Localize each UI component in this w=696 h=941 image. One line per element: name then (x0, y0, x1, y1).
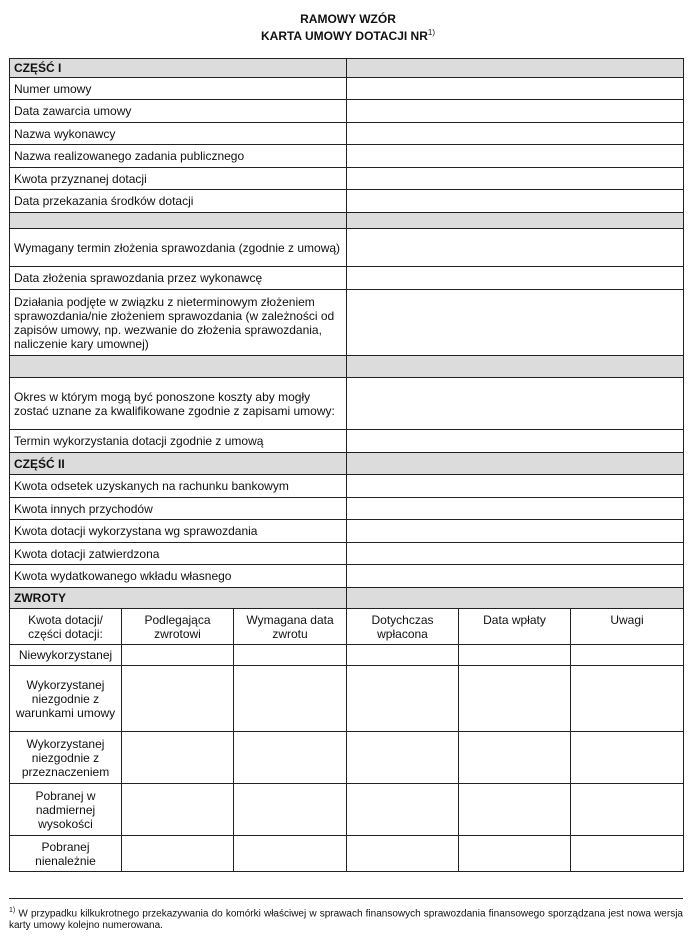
column-header: Podlegająca zwrotowi (122, 609, 234, 645)
table-row (10, 168, 684, 190)
table-row (10, 430, 684, 453)
value-cell[interactable] (347, 645, 459, 666)
field-value-cell[interactable] (347, 378, 684, 430)
table-row (10, 290, 684, 356)
field-value-cell[interactable] (347, 168, 684, 190)
field-value-cell[interactable] (347, 430, 684, 453)
column-header: Wymagana data zwrotu (234, 609, 347, 645)
returns-heading: ZWROTY (10, 588, 347, 609)
value-cell[interactable] (459, 645, 571, 666)
contract-card-table (9, 58, 684, 872)
table-row (10, 100, 684, 123)
title-line-2: KARTA UMOWY DOTACJI NR$^{1)}$ (260, 28, 435, 43)
field-label: Okres w którym mogą być ponoszone koszty aby mogły zostać uznane za kwalifikowane zgodnie z zapisami umowy: (10, 378, 347, 430)
value-cell[interactable] (234, 645, 347, 666)
value-cell[interactable] (571, 732, 684, 784)
field-label: Kwota przyznanej dotacji (10, 168, 347, 190)
separator-row (10, 356, 684, 378)
field-value-cell[interactable] (347, 520, 684, 543)
column-header: Data wpłaty (459, 609, 571, 645)
field-value-cell[interactable] (347, 78, 684, 100)
field-label: Kwota dotacji wykorzystana wg sprawozdania (10, 520, 347, 543)
value-cell[interactable] (459, 836, 571, 872)
table-row (10, 475, 684, 498)
column-header: Uwagi (571, 609, 684, 645)
table-row (10, 229, 684, 267)
value-cell[interactable] (234, 784, 347, 836)
part2-header-row (10, 453, 684, 475)
table-row (10, 645, 684, 666)
part2-heading: CZĘŚĆ II (10, 453, 347, 475)
field-label: Numer umowy (10, 78, 347, 100)
return-type-label: Wykorzystanej niezgodnie z warunkami umowy (10, 666, 122, 732)
field-label: Działania podjęte w związku z nieterminowym złożeniem sprawozdania/nie złożeniem sprawozdania (w zależności od zapisów umowy, np. wezwanie do złożenia sprawozdania, naliczenie kary umownej) (10, 290, 347, 356)
value-cell[interactable] (234, 732, 347, 784)
table-row (10, 145, 684, 168)
value-cell[interactable] (347, 732, 459, 784)
returns-header-row (10, 588, 684, 609)
return-type-label: Pobranej nienależnie (10, 836, 122, 872)
part1-header-row (10, 59, 684, 78)
field-value-cell[interactable] (347, 498, 684, 520)
value-cell[interactable] (571, 645, 684, 666)
table-row (10, 836, 684, 872)
separator-row (10, 213, 684, 229)
field-label: Nazwa realizowanego zadania publicznego (10, 145, 347, 168)
value-cell[interactable] (122, 732, 234, 784)
value-cell[interactable] (234, 836, 347, 872)
table-row (10, 267, 684, 290)
field-label: Data złożenia sprawozdania przez wykonawcę (10, 267, 347, 290)
field-label: Kwota dotacji zatwierdzona (10, 543, 347, 565)
value-cell[interactable] (347, 666, 459, 732)
table-row (10, 378, 684, 430)
value-cell[interactable] (347, 784, 459, 836)
field-value-cell[interactable] (347, 145, 684, 168)
value-cell[interactable] (571, 784, 684, 836)
table-row (10, 666, 684, 732)
field-value-cell[interactable] (347, 229, 684, 267)
value-cell[interactable] (122, 784, 234, 836)
table-row (10, 543, 684, 565)
return-type-label: Wykorzystanej niezgodnie z przeznaczeniem (10, 732, 122, 784)
table-row (10, 123, 684, 145)
footnote-text: W przypadku kilkukrotnego przekazywania do komórki właściwej w sprawach finansowych sprawozdania finansowego sporządzana jest nowa wersja karty umowy kolejno numerowana. (9, 908, 683, 932)
column-header: Kwota dotacji/ części dotacji: (10, 609, 122, 645)
table-row (10, 190, 684, 213)
field-label: Kwota innych przychodów (10, 498, 347, 520)
field-label: Data przekazania środków dotacji (10, 190, 347, 213)
field-value-cell[interactable] (347, 543, 684, 565)
value-cell[interactable] (234, 666, 347, 732)
field-label: Kwota wydatkowanego wkładu własnego (10, 565, 347, 588)
field-value-cell[interactable] (347, 267, 684, 290)
document-title (0, 12, 696, 43)
value-cell[interactable] (347, 836, 459, 872)
table-row (10, 78, 684, 100)
return-type-label: Niewykorzystanej (10, 645, 122, 666)
footnote (9, 898, 683, 932)
column-header: Dotychczas wpłacona (347, 609, 459, 645)
value-cell[interactable] (459, 732, 571, 784)
field-value-cell[interactable] (347, 100, 684, 123)
field-label: Kwota odsetek uzyskanych na rachunku bankowym (10, 475, 347, 498)
footnote-mark: 1) (9, 907, 16, 914)
field-value-cell[interactable] (347, 475, 684, 498)
field-label: Data zawarcia umowy (10, 100, 347, 123)
field-value-cell[interactable] (347, 123, 684, 145)
value-cell[interactable] (122, 836, 234, 872)
table-row (10, 520, 684, 543)
return-type-label: Pobranej w nadmiernej wysokości (10, 784, 122, 836)
value-cell[interactable] (122, 666, 234, 732)
field-value-cell[interactable] (347, 190, 684, 213)
field-value-cell[interactable] (347, 565, 684, 588)
value-cell[interactable] (571, 666, 684, 732)
value-cell[interactable] (571, 836, 684, 872)
field-label: Nazwa wykonawcy (10, 123, 347, 145)
table-row (10, 784, 684, 836)
value-cell[interactable] (459, 784, 571, 836)
returns-columns-row (10, 609, 684, 645)
field-label: Termin wykorzystania dotacji zgodnie z umową (10, 430, 347, 453)
title-line-1: RAMOWY WZÓR (300, 12, 396, 26)
part1-heading: CZĘŚĆ I (10, 59, 347, 78)
value-cell[interactable] (122, 645, 234, 666)
table-row (10, 498, 684, 520)
table-row (10, 565, 684, 588)
title-footnote-mark: 1) (427, 28, 435, 37)
field-label: Wymagany termin złożenia sprawozdania (zgodnie z umową) (10, 229, 347, 267)
table-row (10, 732, 684, 784)
value-cell[interactable] (459, 666, 571, 732)
field-value-cell[interactable] (347, 290, 684, 356)
